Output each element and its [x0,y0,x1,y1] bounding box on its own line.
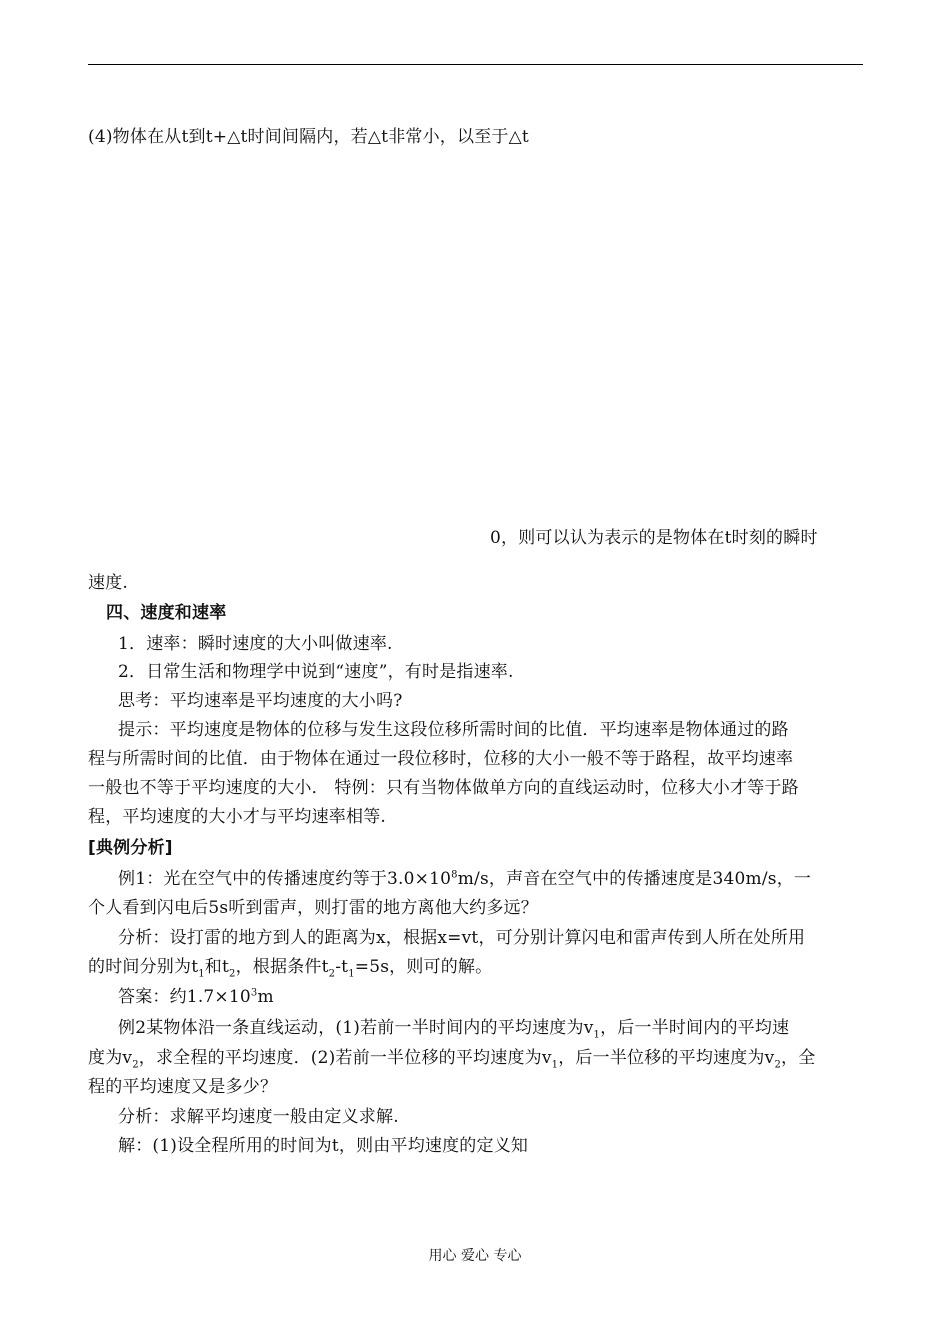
subscript: 2 [229,968,236,980]
header-rule [88,64,863,65]
text-line [118,985,274,1009]
text-segment: ，根据条件t [235,957,329,977]
section-heading: 四、速度和速率 [106,603,227,623]
text-segment: 答案：约1.7×10 [118,987,251,1007]
text-segment: -t [335,957,349,977]
text-line: 速度. [88,573,129,593]
subscript: 2 [328,968,336,980]
text-line: 0，则可以认为表示的是物体在t时刻的瞬时 [490,528,818,548]
text-segment: m/s，声音在空气中的传播速度是340m/s，一 [457,869,812,889]
subscript: 1 [198,968,205,980]
text-line: 2．日常生活和物理学中说到“速度”，有时是指速率. [118,662,514,682]
text-line: 解：(1)设全程所用的时间为t，则由平均速度的定义知 [118,1136,529,1156]
superscript: 3 [250,987,258,999]
subscript: 2 [132,1059,139,1071]
text-line: 程的平均速度又是多少？ [88,1077,278,1097]
text-line [88,955,492,979]
text-segment: ，求全程的平均速度．(2)若前一半位移的平均速度为v [138,1048,552,1068]
subscript: 2 [774,1059,782,1071]
subscript: 1 [551,1059,559,1071]
subscript: 1 [348,968,355,980]
text-line: 程，平均速度的大小才与平均速率相等. [88,807,387,827]
page-footer: 用心 爱心 专心 [428,1248,522,1264]
text-segment: ，后一半时间内的平均速 [600,1018,790,1038]
text-line: 程与所需时间的比值．由于物体在通过一段位移时，位移的大小一般不等于路程，故平均速率 [88,749,794,769]
text-segment: 例1：光在空气中的传播速度约等于3.0×10 [118,869,452,889]
text-segment: m [257,987,274,1007]
text-line: 分析：求解平均速度一般由定义求解. [118,1107,399,1127]
text-line [88,1046,815,1070]
text-line [118,867,811,891]
text-segment: 和t [204,957,230,977]
text-segment: ，全 [781,1048,816,1068]
text-line: 分析：设打雷的地方到人的距离为x，根据x=vt，可分别计算闪电和雷声传到人所在处所用 [118,928,806,948]
text-line [118,1016,789,1040]
text-segment: 度为v [88,1048,133,1068]
text-line: 1．速率：瞬时速度的大小叫做速率. [118,634,393,654]
section-heading: [典例分析] [88,838,173,858]
superscript: 8 [451,869,458,881]
subscript: 1 [593,1029,601,1041]
text-line: 思考：平均速率是平均速度的大小吗? [118,691,403,711]
text-line: 个人看到闪电后5s听到雷声，则打雷的地方离他大约多远？ [88,898,538,918]
text-line: 一般也不等于平均速度的大小． 特例：只有当物体做单方向的直线运动时，位移大小才等于路 [88,778,799,798]
text-line: 提示：平均速度是物体的位移与发生这段位移所需时间的比值．平均速率是物体通过的路 [118,720,789,740]
text-segment: 例2某物体沿一条直线运动，(1)若前一半时间内的平均速度为v [118,1018,594,1038]
text-line: (4)物体在从t到t+△t时间间隔内，若△t非常小，以至于△t [88,127,529,147]
text-segment: ，后一半位移的平均速度为v [558,1048,775,1068]
text-segment: 的时间分别为t [88,957,199,977]
text-segment: =5s，则可的解。 [354,957,493,977]
